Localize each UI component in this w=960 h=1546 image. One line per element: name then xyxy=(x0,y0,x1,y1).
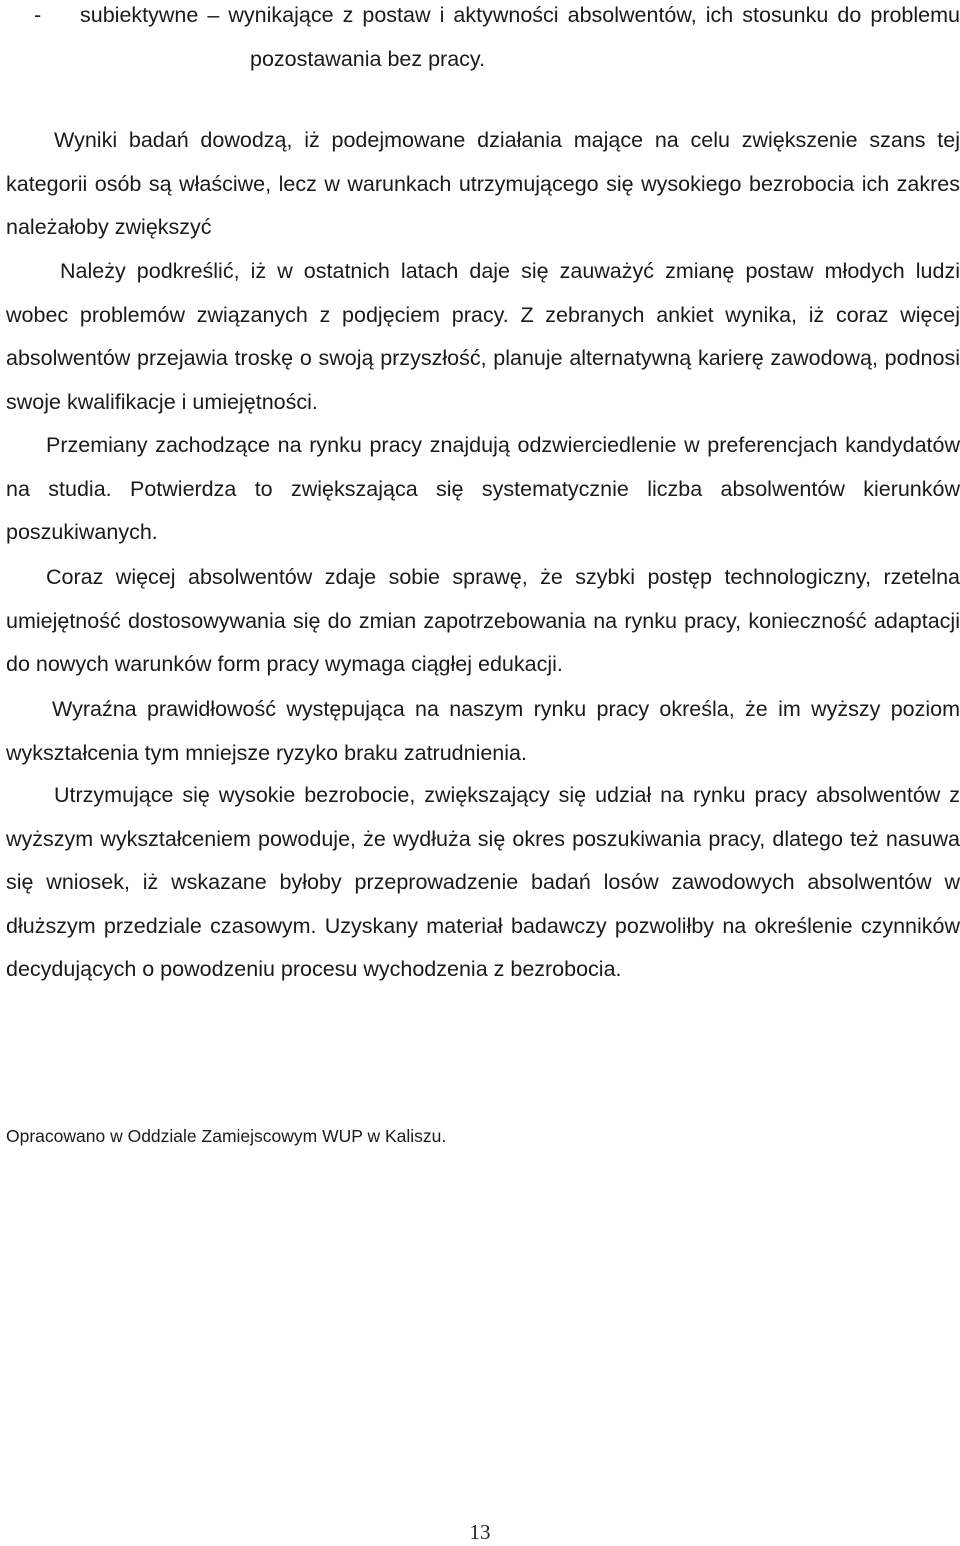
paragraph-5: Wyraźna prawidłowość występująca na naszym rynku pracy określa, że im wyższy poziom wykształcenia tym mniejsze ryzyko braku zatrudnienia. xyxy=(6,697,960,765)
paragraph-1: Wyniki badań dowodzą, iż podejmowane działania mające na celu zwiększenie szans tej kategorii osób są właściwe, lecz w warunkach utrzymującego się wysokiego bezrobocia ich zakres należałoby zwiększyć xyxy=(6,128,960,239)
paragraph-4: Coraz więcej absolwentów zdaje sobie sprawę, że szybki postęp technologiczny, rzetelna umiejętność dostosowywania się do zmian zapotrzebowania na rynku pracy, konieczność adaptacji do nowych warunków form pracy wymaga ciągłej edukacji. xyxy=(6,565,960,676)
paragraph-3: Przemiany zachodzące na rynku pracy znajdują odzwierciedlenie w preferencjach kandydatów na studia. Potwierdza to zwiększająca się systematycznie liczba absolwentów kierunków poszukiwanych. xyxy=(6,433,960,544)
page-number: 13 xyxy=(469,1520,491,1544)
bullet-text: subiektywne – wynikające z postaw i aktywności absolwentów, ich stosunku do problemu pozostawania bez pracy. xyxy=(80,3,960,71)
paragraph-2: Należy podkreślić, iż w ostatnich latach daje się zauważyć zmianę postaw młodych ludzi wobec problemów związanych z podjęciem pracy. Z zebranych ankiet wynika, iż coraz więcej absolwentów przejawia troskę o swoją przyszłość, planuje alternatywną karierę zawodową, podnosi swoje kwalifikacje i umiejętności. xyxy=(6,259,960,414)
bullet-list-item xyxy=(6,0,960,81)
source-note: Opracowano w Oddziale Zamiejscowym WUP w Kaliszu. xyxy=(6,1126,447,1146)
paragraph-6: Utrzymujące się wysokie bezrobocie, zwiększający się udział na rynku pracy absolwentów z wyższym wykształceniem powoduje, że wydłuża się okres poszukiwania pracy, dlatego też nasuwa się wniosek, iż wskazane byłoby przeprowadzenie badań losów zawodowych absolwentów w dłuższym przedziale czasowym. Uzyskany materiał badawczy pozwoliłby na określenie czynników decydujących o powodzeniu procesu wychodzenia z bezrobocia. xyxy=(6,783,960,981)
bullet-marker: - xyxy=(34,3,42,27)
